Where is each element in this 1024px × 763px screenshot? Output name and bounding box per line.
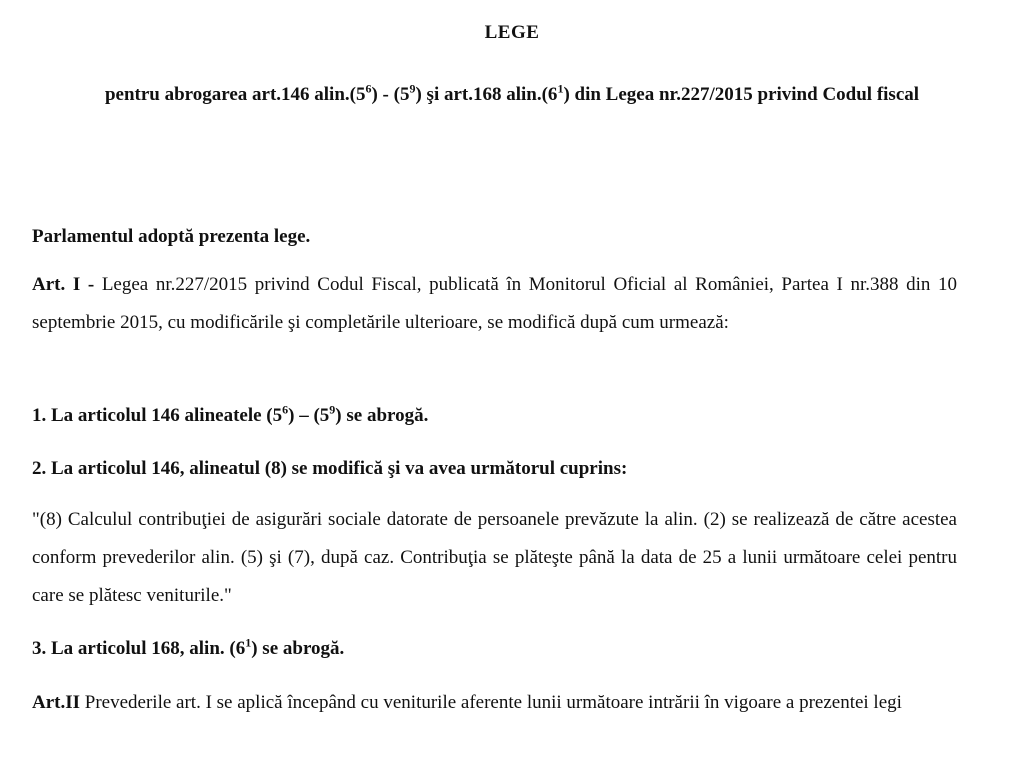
amendment-quote: "(8) Calculul contribuţiei de asigurări sociale datorate de persoanele prevăzute la alin. (2) se realizează de către acestea conform prevederilor alin. (5) şi (7), după caz. Contribuţia se plăteşte până la data de 25 a lunii următoare celei pentru care se plătesc veniturile." [32, 509, 957, 606]
article-2-text: Prevederile art. I se aplică începând cu veniturile aferente lunii următoare intrării în vigoare a prezentei legi [80, 692, 902, 713]
document-subtitle [40, 74, 984, 116]
item-1-sup-2: 9 [329, 402, 336, 417]
item-3-sup-1: 1 [245, 635, 252, 650]
subtitle-prefix: pentru abrogarea art.146 alin.(5 [104, 84, 366, 105]
item-1-sup-1: 6 [282, 402, 289, 417]
item-1-suffix: ) se abrogă. [335, 405, 429, 426]
adoption-statement: Parlamentul adoptă prezenta lege. [32, 226, 311, 247]
subtitle-mid-2: ) şi art.168 alin.(6 [415, 84, 558, 105]
subtitle-mid-1: ) - (5 [371, 84, 410, 105]
subtitle-suffix: ) din Legea nr.227/2015 privind Codul fiscal [563, 84, 920, 105]
item-3-suffix: ) se abrogă. [251, 638, 345, 659]
article-1 [32, 266, 957, 342]
subtitle-sup-2: 9 [409, 81, 416, 96]
article-1-label: Art. I - [32, 274, 95, 295]
item-1 [32, 397, 957, 435]
item-2: 2. La articolul 146, alineatul (8) se modifică şi va avea următorul cuprins: [32, 458, 628, 479]
article-1-text: Legea nr.227/2015 privind Codul Fiscal, publicată în Monitorul Oficial al României, Partea I nr.388 din 10 septembrie 2015, cu modificările şi completările ulterioare, se modifică după cum urmează: [32, 274, 957, 333]
item-1-mid: ) – (5 [288, 405, 330, 426]
subtitle-sup-1: 6 [365, 81, 372, 96]
item-3-prefix: 3. La articolul 168, alin. (6 [32, 638, 246, 659]
subtitle-sup-3: 1 [557, 81, 564, 96]
document-title: LEGE [484, 22, 540, 43]
article-2-label: Art.II [32, 692, 81, 713]
item-3 [32, 630, 957, 668]
item-1-prefix: 1. La articolul 146 alineatele (5 [32, 405, 283, 426]
article-2 [32, 684, 957, 722]
